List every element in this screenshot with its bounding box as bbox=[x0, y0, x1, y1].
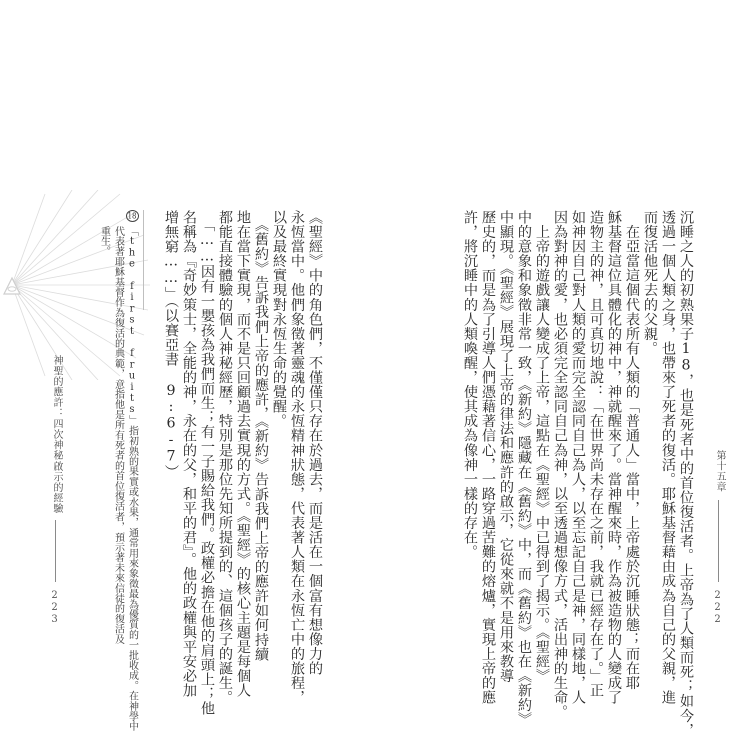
body-line: 如神因自己對人類的愛而完全認同自己為人，以至忘記自己是神，同樣地，人 bbox=[570, 210, 586, 705]
body-line: 以及最終實現對永恆生命的覺醒。 bbox=[271, 210, 287, 429]
footnote-number: 18 bbox=[126, 210, 139, 222]
running-head-rule bbox=[718, 500, 719, 582]
body-line: 沉睡之人的初熟果子18，也是死者中的首位復活者。上帝為了人類而死；如今， bbox=[678, 210, 694, 738]
footnote-marker bbox=[125, 210, 138, 222]
right-page bbox=[375, 0, 750, 750]
body-line: 因為對神的愛，也必須完全認同自己為神，以至透過想像方式，活出神的生命。 bbox=[552, 210, 568, 720]
body-line: 透過一個人類之身，也帶來了死者的復活。耶穌基督藉由成為自己的父親，進 bbox=[660, 210, 676, 705]
body-line: 穌基督這位具體化的神中，神就醒來了。當神醒來時，作為被造物的人變成了 bbox=[606, 210, 622, 705]
running-head: 神聖的應許：四次神秘啟示的經驗 bbox=[51, 355, 62, 514]
body-line: 「……因有一嬰孩為我們而生；有一子賜給我們。政權必擔在他的肩頭上；他 bbox=[199, 210, 215, 716]
body-line: 而復活他死去的父親。 bbox=[642, 210, 658, 356]
body-line: 中的意象和象徵非常一致，《新約》隱藏在《舊約》中，而《舊約》也在《新約》 bbox=[516, 210, 532, 727]
running-head: 第十五章 bbox=[714, 450, 725, 493]
body-line: 中顯現。《聖經》展現了上帝的律法和應許的啟示，它從來就不是用來教導 bbox=[498, 210, 514, 684]
body-line: 上帝的遊戲讓人變成了上帝，這點在《聖經》中已得到了揭示。《聖經》 bbox=[534, 210, 550, 684]
body-line: 在亞當這個代表所有人類的「普通人」當中，上帝處於沉睡狀態；而在耶 bbox=[624, 210, 640, 691]
body-line: 增無窮……」（以賽亞書 9:6-7） bbox=[163, 210, 179, 480]
body-line: 造物主的神，且可真切地說：「在世界尚未存在之前，我就已經存在了。」正 bbox=[588, 210, 604, 698]
footnote-line: 重生。 bbox=[98, 226, 110, 257]
page-number: 222 bbox=[712, 590, 723, 626]
body-line: 《舊約》告訴我們上帝的應許，《新約》告訴我們上帝的應許如何持續 bbox=[253, 210, 269, 662]
body-line: 許，將沉睡中的人類喚醒，使其成為像神一樣的存在。 bbox=[462, 210, 478, 560]
page-number: 223 bbox=[49, 590, 60, 626]
body-line: 都能直接體驗的個人神秘經歷，特別是那位先知所提到的、這個孩子的誕生。 bbox=[217, 210, 233, 705]
footnote-separator bbox=[143, 210, 144, 310]
footnote-line: 代表著耶穌基督作為復活的典範，意指他是所有死者的首位復活者，預示著未來信徒的復活及 bbox=[112, 226, 124, 645]
body-line: 歷史的，而是為了引導人們憑藉著信心，一路穿過苦難的熔爐，實現上帝的應 bbox=[480, 210, 496, 705]
running-head-rule bbox=[55, 520, 56, 582]
body-line: 地在當下實現，而不是只回顧過去實現的方式。《聖經》的核心主題是每個人 bbox=[235, 210, 251, 698]
body-line: 永恆當中。他們象徵著靈魂的永恆精神狀態，代表著人類在永恆亡中的旅程， bbox=[289, 210, 305, 705]
body-line: 《聖經》中的角色們，不僅僅只存在於過去，而是活在一個富有想像力的 bbox=[307, 210, 323, 676]
footnote-line: 「the first fruits」指初熟的果實或水果，通常用來象徵最為優質的一批收成。在神學中 bbox=[126, 226, 138, 732]
body-line: 名稱為『奇妙策士，全能的神，永在的父，和平的君』。他的政權與平安必加 bbox=[181, 210, 197, 698]
